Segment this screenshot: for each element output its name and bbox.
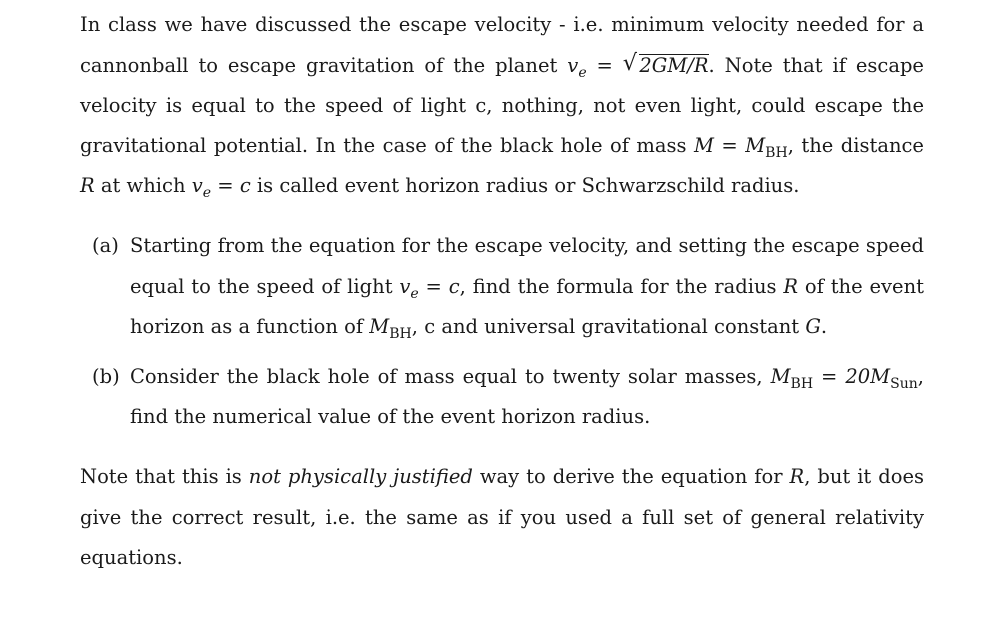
- part-b-marker: (b): [92, 365, 120, 388]
- part-b-line-1: Consider the black hole of mass equal to twenty solar masses, $M_{BH} = 20M_{Sun}$,: [130, 365, 924, 392]
- part-a-line-2: equal to the speed of light $v_e = c$, find the formula for the radius R of the event: [130, 275, 924, 302]
- sqrt-expression: √ 2GM/R: [622, 50, 709, 77]
- intro-line-1: In class we have discussed the escape velocity - i.e. minimum velocity needed for a: [80, 13, 924, 36]
- intro-line-2: cannonball to escape gravitation of the planet $v_e$ = √ 2GM/R. Note that if escape: [80, 50, 924, 81]
- intro-line-5: R at which $v_e = c$ is called event horizon radius or Schwarzschild radius.: [80, 174, 800, 201]
- intro-line-3: velocity is equal to the speed of light c, nothing, not even light, could escape the: [80, 94, 924, 117]
- note-line-3: equations.: [80, 546, 183, 569]
- part-a-line-3: horizon as a function of $M_{BH}$, c and universal gravitational constant G.: [130, 315, 828, 342]
- part-a-line-1: Starting from the equation for the escape velocity, and setting the escape speed: [130, 234, 924, 257]
- intro-line-4: gravitational potential. In the case of the black hole of mass $M = M_{BH}$, the distance: [80, 134, 924, 161]
- emphasis-text: not physically justified: [248, 465, 473, 488]
- note-line-2: give the correct result, i.e. the same as if you used a full set of general relativity: [80, 506, 924, 529]
- part-b-line-2: find the numerical value of the event horizon radius.: [130, 405, 651, 428]
- part-a-marker: (a): [92, 234, 119, 257]
- note-line-1: Note that this is not physically justified way to derive the equation for R, but it does: [80, 465, 924, 488]
